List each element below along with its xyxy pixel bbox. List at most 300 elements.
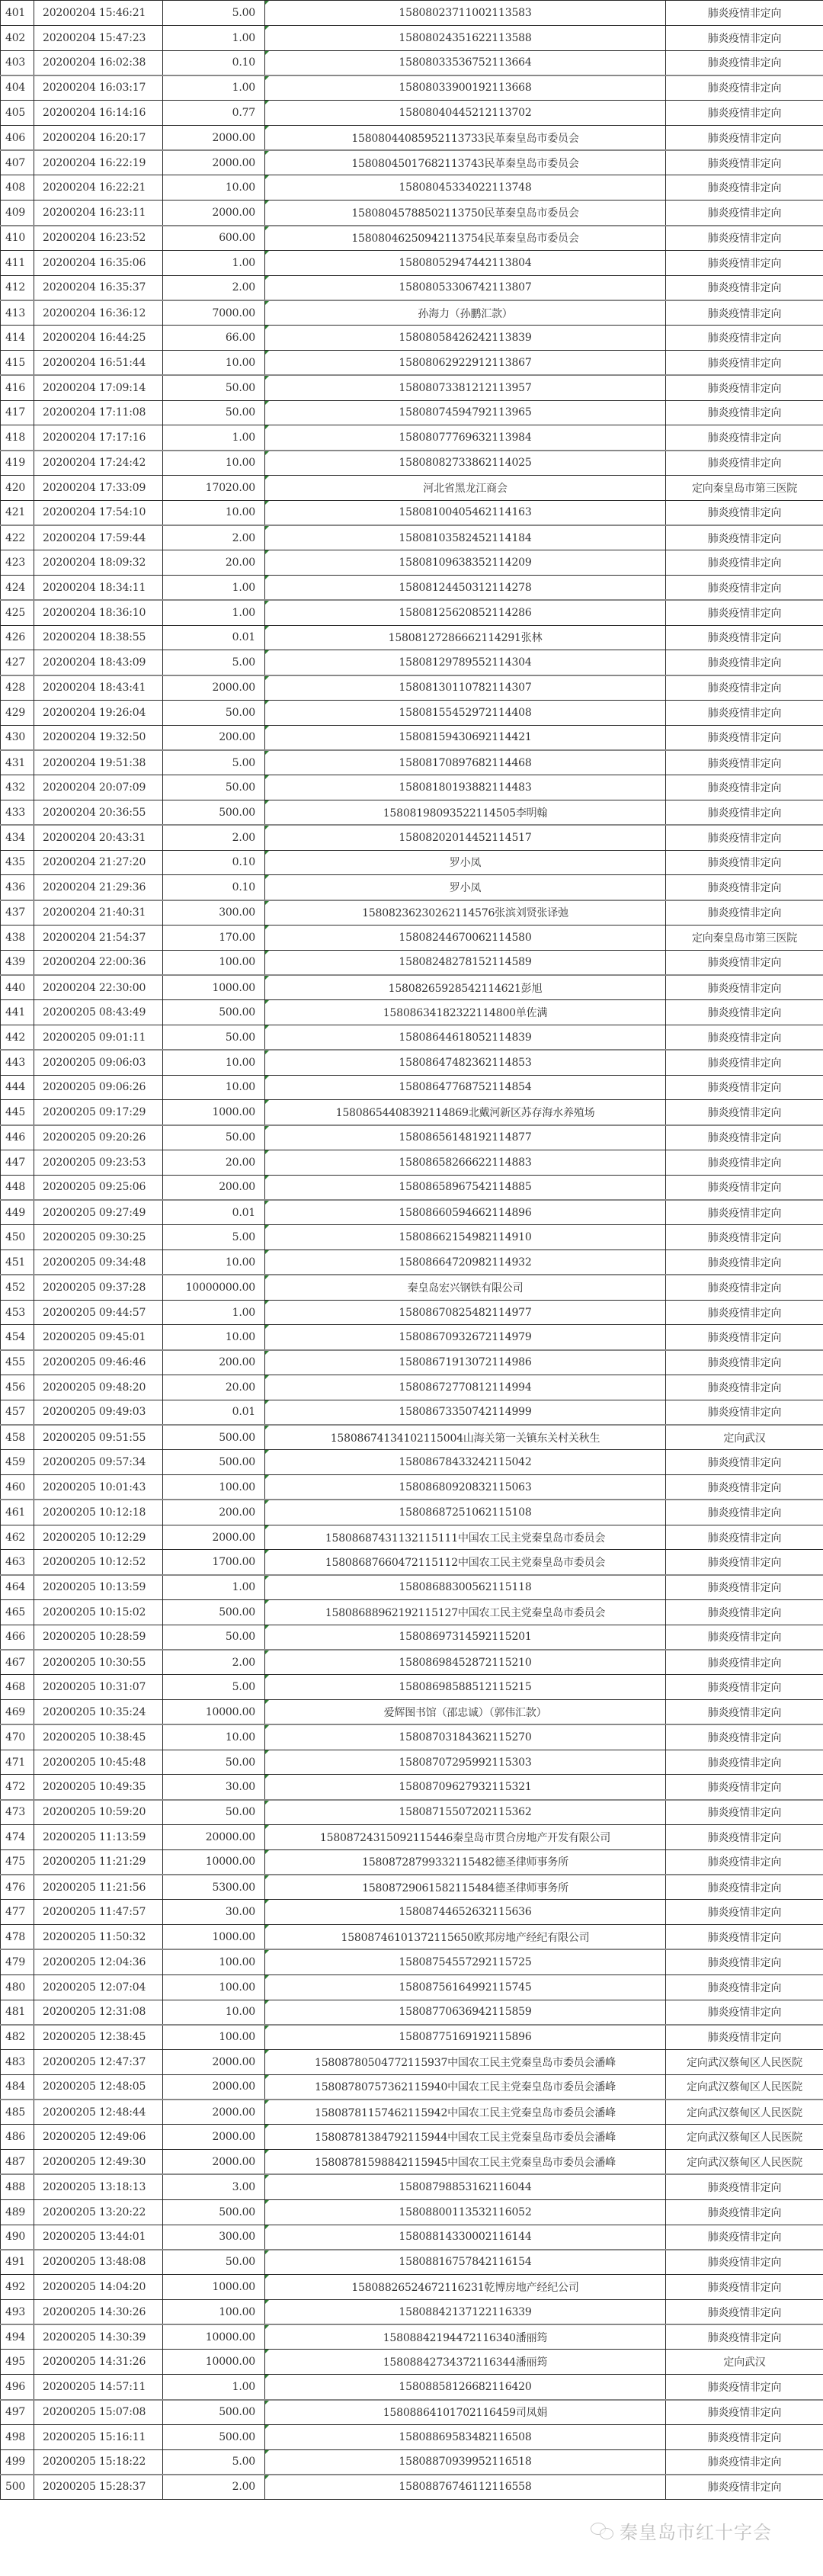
row-donor: 15808697314592115201 bbox=[265, 1625, 666, 1650]
row-purpose: 定向秦皇岛市第三医院 bbox=[666, 925, 823, 950]
row-donor: 15808654408392114869北戴河新区苏存海水养殖场 bbox=[265, 1100, 666, 1125]
table-row bbox=[1, 2250, 823, 2275]
table-row bbox=[1, 1875, 823, 1900]
row-purpose: 肺炎疫情非定向 bbox=[666, 500, 823, 525]
row-timestamp: 20200205 09:44:57 bbox=[34, 1300, 163, 1325]
row-index: 498 bbox=[1, 2424, 34, 2449]
row-timestamp: 20200204 21:27:20 bbox=[34, 850, 163, 875]
row-amount: 1.00 bbox=[163, 25, 265, 50]
table-row bbox=[1, 300, 823, 326]
row-timestamp: 20200204 20:36:55 bbox=[34, 800, 163, 826]
row-amount: 2000.00 bbox=[163, 2050, 265, 2075]
row-index: 445 bbox=[1, 1100, 34, 1125]
row-donor: 15808129789552114304 bbox=[265, 650, 666, 675]
row-index: 479 bbox=[1, 1949, 34, 1975]
row-donor: 15808724315092115446秦皇岛市贯合房地产开发有限公司 bbox=[265, 1825, 666, 1850]
row-amount: 2000.00 bbox=[163, 1525, 265, 1550]
row-index: 469 bbox=[1, 1700, 34, 1725]
row-donor: 15808876746112116558 bbox=[265, 2475, 666, 2500]
row-donor: 15808109638352114209 bbox=[265, 550, 666, 576]
table-row bbox=[1, 775, 823, 800]
table-row bbox=[1, 1025, 823, 1051]
row-donor: 15808775169192115896 bbox=[265, 2025, 666, 2050]
row-amount: 50.00 bbox=[163, 1025, 265, 1051]
row-timestamp: 20200205 14:31:26 bbox=[34, 2350, 163, 2375]
table-row bbox=[1, 750, 823, 775]
table-row bbox=[1, 500, 823, 525]
row-purpose: 肺炎疫情非定向 bbox=[666, 2475, 823, 2500]
row-donor: 15808864101702116459司凤娟 bbox=[265, 2400, 666, 2425]
row-amount: 2000.00 bbox=[163, 2074, 265, 2100]
row-timestamp: 20200204 18:43:41 bbox=[34, 675, 163, 701]
table-row bbox=[1, 675, 823, 701]
row-timestamp: 20200205 09:01:11 bbox=[34, 1025, 163, 1051]
row-purpose: 肺炎疫情非定向 bbox=[666, 125, 823, 150]
row-amount: 5.00 bbox=[163, 1675, 265, 1700]
row-index: 424 bbox=[1, 575, 34, 600]
row-amount: 1000.00 bbox=[163, 2275, 265, 2300]
row-timestamp: 20200205 10:12:52 bbox=[34, 1550, 163, 1575]
row-purpose: 肺炎疫情非定向 bbox=[666, 1225, 823, 1250]
row-amount: 200.00 bbox=[163, 725, 265, 750]
row-index: 462 bbox=[1, 1525, 34, 1550]
row-amount: 1.00 bbox=[163, 425, 265, 451]
row-purpose: 肺炎疫情非定向 bbox=[666, 775, 823, 800]
table-row bbox=[1, 250, 823, 275]
row-amount: 2.00 bbox=[163, 275, 265, 300]
table-row bbox=[1, 1200, 823, 1225]
row-timestamp: 20200205 09:49:03 bbox=[34, 1400, 163, 1425]
row-timestamp: 20200205 10:45:48 bbox=[34, 1750, 163, 1775]
table-row bbox=[1, 1775, 823, 1800]
row-purpose: 肺炎疫情非定向 bbox=[666, 1875, 823, 1900]
row-purpose: 肺炎疫情非定向 bbox=[666, 950, 823, 975]
row-donor: 15808842734372116344潘丽筠 bbox=[265, 2350, 666, 2375]
row-amount: 2000.00 bbox=[163, 2100, 265, 2125]
row-purpose: 肺炎疫情非定向 bbox=[666, 850, 823, 875]
row-purpose: 肺炎疫情非定向 bbox=[666, 226, 823, 251]
row-purpose: 肺炎疫情非定向 bbox=[666, 700, 823, 725]
row-donor: 15808100405462114163 bbox=[265, 500, 666, 525]
table-row bbox=[1, 1550, 823, 1575]
row-index: 494 bbox=[1, 2324, 34, 2350]
row-purpose: 肺炎疫情非定向 bbox=[666, 900, 823, 925]
row-purpose: 肺炎疫情非定向 bbox=[666, 1500, 823, 1525]
row-purpose: 肺炎疫情非定向 bbox=[666, 1925, 823, 1950]
row-index: 477 bbox=[1, 1900, 34, 1925]
row-amount: 50.00 bbox=[163, 1800, 265, 1825]
row-amount: 200.00 bbox=[163, 1350, 265, 1375]
row-index: 406 bbox=[1, 125, 34, 150]
table-row bbox=[1, 2125, 823, 2150]
table-row bbox=[1, 1100, 823, 1125]
row-purpose: 肺炎疫情非定向 bbox=[666, 400, 823, 425]
row-index: 456 bbox=[1, 1375, 34, 1400]
row-index: 467 bbox=[1, 1650, 34, 1675]
row-donor: 15808781598842115945中国农工民主党秦皇岛市委员会潘峰 bbox=[265, 2150, 666, 2175]
row-amount: 1.00 bbox=[163, 1575, 265, 1600]
row-index: 441 bbox=[1, 1000, 34, 1025]
row-timestamp: 20200205 10:35:24 bbox=[34, 1700, 163, 1725]
row-purpose: 肺炎疫情非定向 bbox=[666, 1900, 823, 1925]
table-row bbox=[1, 1050, 823, 1075]
row-index: 403 bbox=[1, 50, 34, 75]
row-purpose: 肺炎疫情非定向 bbox=[666, 1275, 823, 1300]
row-index: 482 bbox=[1, 2025, 34, 2050]
table-row bbox=[1, 2275, 823, 2300]
table-row bbox=[1, 1375, 823, 1400]
table-row bbox=[1, 700, 823, 725]
row-donor: 15808082733862114025 bbox=[265, 451, 666, 476]
row-timestamp: 20200205 09:46:46 bbox=[34, 1350, 163, 1375]
row-index: 425 bbox=[1, 600, 34, 625]
row-donor: 15808670825482114977 bbox=[265, 1300, 666, 1325]
row-purpose: 肺炎疫情非定向 bbox=[666, 650, 823, 675]
row-index: 463 bbox=[1, 1550, 34, 1575]
row-donor: 15808746101372115650欧邦房地产经纪有限公司 bbox=[265, 1925, 666, 1950]
row-timestamp: 20200204 17:59:44 bbox=[34, 525, 163, 550]
row-amount: 30.00 bbox=[163, 1775, 265, 1800]
row-purpose: 肺炎疫情非定向 bbox=[666, 2375, 823, 2400]
table-row bbox=[1, 2350, 823, 2375]
row-index: 402 bbox=[1, 25, 34, 50]
row-amount: 100.00 bbox=[163, 2025, 265, 2050]
row-donor: 15808024351622113588 bbox=[265, 25, 666, 50]
table-row bbox=[1, 2375, 823, 2400]
row-index: 450 bbox=[1, 1225, 34, 1250]
row-purpose: 肺炎疫情非定向 bbox=[666, 1550, 823, 1575]
row-donor: 15808647482362114853 bbox=[265, 1050, 666, 1075]
row-amount: 10.00 bbox=[163, 500, 265, 525]
row-timestamp: 20200205 12:07:04 bbox=[34, 1975, 163, 2000]
row-purpose: 肺炎疫情非定向 bbox=[666, 1650, 823, 1675]
row-purpose: 肺炎疫情非定向 bbox=[666, 1075, 823, 1100]
row-index: 408 bbox=[1, 175, 34, 200]
row-donor: 15808673350742114999 bbox=[265, 1400, 666, 1425]
row-purpose: 肺炎疫情非定向 bbox=[666, 1475, 823, 1500]
row-timestamp: 20200205 10:30:55 bbox=[34, 1650, 163, 1675]
row-donor: 15808728799332115482德圣律师事务所 bbox=[265, 1849, 666, 1875]
row-donor: 15808248278152114589 bbox=[265, 950, 666, 975]
row-purpose: 肺炎疫情非定向 bbox=[666, 1525, 823, 1550]
row-donor: 15808698588512115215 bbox=[265, 1675, 666, 1700]
row-index: 432 bbox=[1, 775, 34, 800]
row-purpose: 肺炎疫情非定向 bbox=[666, 2424, 823, 2449]
table-row bbox=[1, 2400, 823, 2425]
row-purpose: 肺炎疫情非定向 bbox=[666, 2400, 823, 2425]
row-purpose: 肺炎疫情非定向 bbox=[666, 50, 823, 75]
row-purpose: 肺炎疫情非定向 bbox=[666, 1200, 823, 1225]
row-purpose: 肺炎疫情非定向 bbox=[666, 975, 823, 1000]
row-purpose: 肺炎疫情非定向 bbox=[666, 725, 823, 750]
watermark-text: 秦皇岛市红十字会 bbox=[620, 2521, 772, 2543]
row-timestamp: 20200205 12:49:06 bbox=[34, 2125, 163, 2150]
row-purpose: 肺炎疫情非定向 bbox=[666, 1375, 823, 1400]
row-timestamp: 20200205 09:51:55 bbox=[34, 1425, 163, 1450]
row-amount: 66.00 bbox=[163, 326, 265, 351]
row-amount: 10.00 bbox=[163, 1050, 265, 1075]
row-purpose: 肺炎疫情非定向 bbox=[666, 1450, 823, 1475]
row-amount: 20.00 bbox=[163, 1150, 265, 1175]
row-index: 451 bbox=[1, 1250, 34, 1275]
row-donor: 15808045334022113748 bbox=[265, 175, 666, 200]
row-amount: 170.00 bbox=[163, 925, 265, 950]
table-row bbox=[1, 950, 823, 975]
row-index: 493 bbox=[1, 2299, 34, 2324]
row-index: 420 bbox=[1, 475, 34, 500]
table-row bbox=[1, 200, 823, 226]
row-donor: 15808671913072114986 bbox=[265, 1350, 666, 1375]
row-amount: 1.00 bbox=[163, 1300, 265, 1325]
row-donor: 15808670932672114979 bbox=[265, 1325, 666, 1350]
row-timestamp: 20200205 15:28:37 bbox=[34, 2475, 163, 2500]
row-donor: 15808046250942113754民革秦皇岛市委员会 bbox=[265, 226, 666, 251]
row-purpose: 肺炎疫情非定向 bbox=[666, 1800, 823, 1825]
row-timestamp: 20200205 13:18:13 bbox=[34, 2174, 163, 2199]
table-row bbox=[1, 2324, 823, 2350]
row-amount: 500.00 bbox=[163, 1425, 265, 1450]
row-purpose: 肺炎疫情非定向 bbox=[666, 451, 823, 476]
row-index: 413 bbox=[1, 300, 34, 326]
row-donor: 爱辉图书馆（邵忠诚）（郭伟汇款） bbox=[265, 1700, 666, 1725]
row-amount: 2000.00 bbox=[163, 150, 265, 175]
row-timestamp: 20200205 13:20:22 bbox=[34, 2199, 163, 2225]
row-purpose: 肺炎疫情非定向 bbox=[666, 25, 823, 50]
row-amount: 1.00 bbox=[163, 250, 265, 275]
row-timestamp: 20200204 17:11:08 bbox=[34, 400, 163, 425]
row-timestamp: 20200204 22:00:36 bbox=[34, 950, 163, 975]
row-timestamp: 20200204 19:32:50 bbox=[34, 725, 163, 750]
table-row bbox=[1, 1724, 823, 1750]
row-index: 437 bbox=[1, 900, 34, 925]
row-donor: 15808816757842116154 bbox=[265, 2250, 666, 2275]
row-timestamp: 20200204 16:03:17 bbox=[34, 75, 163, 101]
row-amount: 100.00 bbox=[163, 1475, 265, 1500]
row-donor: 15808033900192113668 bbox=[265, 75, 666, 101]
row-purpose: 肺炎疫情非定向 bbox=[666, 1, 823, 26]
row-amount: 1.00 bbox=[163, 75, 265, 101]
row-purpose: 肺炎疫情非定向 bbox=[666, 175, 823, 200]
row-index: 410 bbox=[1, 226, 34, 251]
row-index: 401 bbox=[1, 1, 34, 26]
row-index: 471 bbox=[1, 1750, 34, 1775]
row-amount: 10000.00 bbox=[163, 2324, 265, 2350]
row-donor: 15808672770812114994 bbox=[265, 1375, 666, 1400]
row-timestamp: 20200205 09:30:25 bbox=[34, 1225, 163, 1250]
row-index: 447 bbox=[1, 1150, 34, 1175]
row-purpose: 肺炎疫情非定向 bbox=[666, 1125, 823, 1150]
table-row bbox=[1, 1250, 823, 1275]
row-index: 409 bbox=[1, 200, 34, 226]
row-index: 433 bbox=[1, 800, 34, 826]
table-row bbox=[1, 2074, 823, 2100]
row-index: 470 bbox=[1, 1724, 34, 1750]
row-amount: 5.00 bbox=[163, 2449, 265, 2475]
row-amount: 10.00 bbox=[163, 1075, 265, 1100]
table-row bbox=[1, 2000, 823, 2025]
row-donor: 罗小凤 bbox=[265, 875, 666, 900]
row-amount: 7000.00 bbox=[163, 300, 265, 326]
table-row bbox=[1, 800, 823, 826]
table-row bbox=[1, 275, 823, 300]
row-timestamp: 20200205 10:59:20 bbox=[34, 1800, 163, 1825]
row-purpose: 肺炎疫情非定向 bbox=[666, 625, 823, 650]
row-timestamp: 20200205 12:31:08 bbox=[34, 2000, 163, 2025]
row-donor: 15808770636942115859 bbox=[265, 2000, 666, 2025]
row-timestamp: 20200204 21:29:36 bbox=[34, 875, 163, 900]
table-row bbox=[1, 2025, 823, 2050]
table-row bbox=[1, 600, 823, 625]
table-row bbox=[1, 50, 823, 75]
row-amount: 1.00 bbox=[163, 600, 265, 625]
row-amount: 20000.00 bbox=[163, 1825, 265, 1850]
row-purpose: 肺炎疫情非定向 bbox=[666, 1949, 823, 1975]
row-timestamp: 20200204 16:20:17 bbox=[34, 125, 163, 150]
row-amount: 1700.00 bbox=[163, 1550, 265, 1575]
row-amount: 10000.00 bbox=[163, 1700, 265, 1725]
row-timestamp: 20200205 12:47:37 bbox=[34, 2050, 163, 2075]
table-row bbox=[1, 1300, 823, 1325]
table-row bbox=[1, 825, 823, 850]
row-purpose: 肺炎疫情非定向 bbox=[666, 1250, 823, 1275]
row-timestamp: 20200204 16:44:25 bbox=[34, 326, 163, 351]
table-row bbox=[1, 875, 823, 900]
table-row bbox=[1, 1700, 823, 1725]
row-amount: 50.00 bbox=[163, 2250, 265, 2275]
row-donor: 15808045017682113743民革秦皇岛市委员会 bbox=[265, 150, 666, 175]
row-index: 458 bbox=[1, 1425, 34, 1450]
table-row bbox=[1, 350, 823, 375]
row-amount: 200.00 bbox=[163, 1175, 265, 1200]
row-purpose: 肺炎疫情非定向 bbox=[666, 75, 823, 101]
row-index: 449 bbox=[1, 1200, 34, 1225]
table-row bbox=[1, 1525, 823, 1550]
row-amount: 5.00 bbox=[163, 750, 265, 775]
table-row bbox=[1, 1500, 823, 1525]
row-donor: 15808052947442113804 bbox=[265, 250, 666, 275]
row-purpose: 肺炎疫情非定向 bbox=[666, 800, 823, 826]
row-purpose: 肺炎疫情非定向 bbox=[666, 750, 823, 775]
row-timestamp: 20200204 16:22:19 bbox=[34, 150, 163, 175]
row-index: 491 bbox=[1, 2250, 34, 2275]
table-row bbox=[1, 1400, 823, 1425]
row-index: 448 bbox=[1, 1175, 34, 1200]
row-purpose: 肺炎疫情非定向 bbox=[666, 200, 823, 226]
row-index: 438 bbox=[1, 925, 34, 950]
row-timestamp: 20200204 16:23:52 bbox=[34, 226, 163, 251]
table-row bbox=[1, 1750, 823, 1775]
row-index: 422 bbox=[1, 525, 34, 550]
wechat-icon bbox=[591, 2521, 615, 2539]
row-index: 435 bbox=[1, 850, 34, 875]
table-row bbox=[1, 1, 823, 26]
row-amount: 1.00 bbox=[163, 575, 265, 600]
table-row bbox=[1, 850, 823, 875]
row-donor: 15808800113532116052 bbox=[265, 2199, 666, 2225]
row-amount: 5.00 bbox=[163, 1, 265, 26]
row-purpose: 肺炎疫情非定向 bbox=[666, 2199, 823, 2225]
row-donor: 15808045788502113750民革秦皇岛市委员会 bbox=[265, 200, 666, 226]
row-purpose: 肺炎疫情非定向 bbox=[666, 2025, 823, 2050]
table-row bbox=[1, 925, 823, 950]
row-index: 489 bbox=[1, 2199, 34, 2225]
row-amount: 500.00 bbox=[163, 1000, 265, 1025]
row-timestamp: 20200205 11:21:56 bbox=[34, 1875, 163, 1900]
row-index: 405 bbox=[1, 101, 34, 126]
table-row bbox=[1, 2100, 823, 2125]
row-amount: 50.00 bbox=[163, 700, 265, 725]
row-timestamp: 20200205 11:21:29 bbox=[34, 1849, 163, 1875]
row-timestamp: 20200205 10:12:29 bbox=[34, 1525, 163, 1550]
table-row bbox=[1, 226, 823, 251]
table-row bbox=[1, 725, 823, 750]
row-timestamp: 20200204 17:54:10 bbox=[34, 500, 163, 525]
row-purpose: 定向武汉蔡甸区人民医院 bbox=[666, 2074, 823, 2100]
row-amount: 10.00 bbox=[163, 1325, 265, 1350]
row-index: 499 bbox=[1, 2449, 34, 2475]
row-donor: 孙海力（孙鹏汇款） bbox=[265, 300, 666, 326]
row-purpose: 肺炎疫情非定向 bbox=[666, 1750, 823, 1775]
row-timestamp: 20200205 09:17:29 bbox=[34, 1100, 163, 1125]
row-donor: 15808658967542114885 bbox=[265, 1175, 666, 1200]
row-amount: 0.77 bbox=[163, 101, 265, 126]
row-donor: 15808826524672116231乾博房地产经纪公司 bbox=[265, 2275, 666, 2300]
table-row bbox=[1, 975, 823, 1000]
row-timestamp: 20200205 12:38:45 bbox=[34, 2025, 163, 2050]
row-index: 453 bbox=[1, 1300, 34, 1325]
row-index: 434 bbox=[1, 825, 34, 850]
row-timestamp: 20200204 16:36:12 bbox=[34, 300, 163, 326]
row-donor: 15808842137122116339 bbox=[265, 2299, 666, 2324]
row-timestamp: 20200205 10:38:45 bbox=[34, 1724, 163, 1750]
row-donor: 15808170897682114468 bbox=[265, 750, 666, 775]
row-timestamp: 20200204 18:38:55 bbox=[34, 625, 163, 650]
row-purpose: 肺炎疫情非定向 bbox=[666, 525, 823, 550]
row-amount: 50.00 bbox=[163, 1750, 265, 1775]
row-donor: 15808781157462115942中国农工民主党秦皇岛市委员会潘峰 bbox=[265, 2100, 666, 2125]
row-donor: 15808023711002113583 bbox=[265, 1, 666, 26]
table-row bbox=[1, 1075, 823, 1100]
row-donor: 15808798853162116044 bbox=[265, 2174, 666, 2199]
table-row bbox=[1, 1150, 823, 1175]
table-row bbox=[1, 1825, 823, 1850]
row-donor: 河北省黑龙江商会 bbox=[265, 475, 666, 500]
row-purpose: 肺炎疫情非定向 bbox=[666, 825, 823, 850]
row-donor: 15808858126682116420 bbox=[265, 2375, 666, 2400]
row-donor: 15808127286662114291张林 bbox=[265, 625, 666, 650]
row-donor: 15808053306742113807 bbox=[265, 275, 666, 300]
row-timestamp: 20200204 15:47:23 bbox=[34, 25, 163, 50]
row-purpose: 肺炎疫情非定向 bbox=[666, 1025, 823, 1051]
row-purpose: 肺炎疫情非定向 bbox=[666, 2299, 823, 2324]
row-timestamp: 20200205 13:48:08 bbox=[34, 2250, 163, 2275]
row-purpose: 肺炎疫情非定向 bbox=[666, 600, 823, 625]
row-donor: 罗小凤 bbox=[265, 850, 666, 875]
table-row bbox=[1, 1350, 823, 1375]
row-timestamp: 20200205 10:49:35 bbox=[34, 1775, 163, 1800]
row-purpose: 肺炎疫情非定向 bbox=[666, 1600, 823, 1625]
row-timestamp: 20200204 16:51:44 bbox=[34, 350, 163, 375]
row-timestamp: 20200204 17:09:14 bbox=[34, 375, 163, 400]
row-donor: 15808687431132115111中国农工民主党秦皇岛市委员会 bbox=[265, 1525, 666, 1550]
row-index: 475 bbox=[1, 1849, 34, 1875]
row-donor: 15808698452872115210 bbox=[265, 1650, 666, 1675]
row-index: 442 bbox=[1, 1025, 34, 1051]
row-donor: 15808715507202115362 bbox=[265, 1800, 666, 1825]
row-timestamp: 20200204 19:26:04 bbox=[34, 700, 163, 725]
row-purpose: 肺炎疫情非定向 bbox=[666, 2000, 823, 2025]
row-amount: 3.00 bbox=[163, 2174, 265, 2199]
